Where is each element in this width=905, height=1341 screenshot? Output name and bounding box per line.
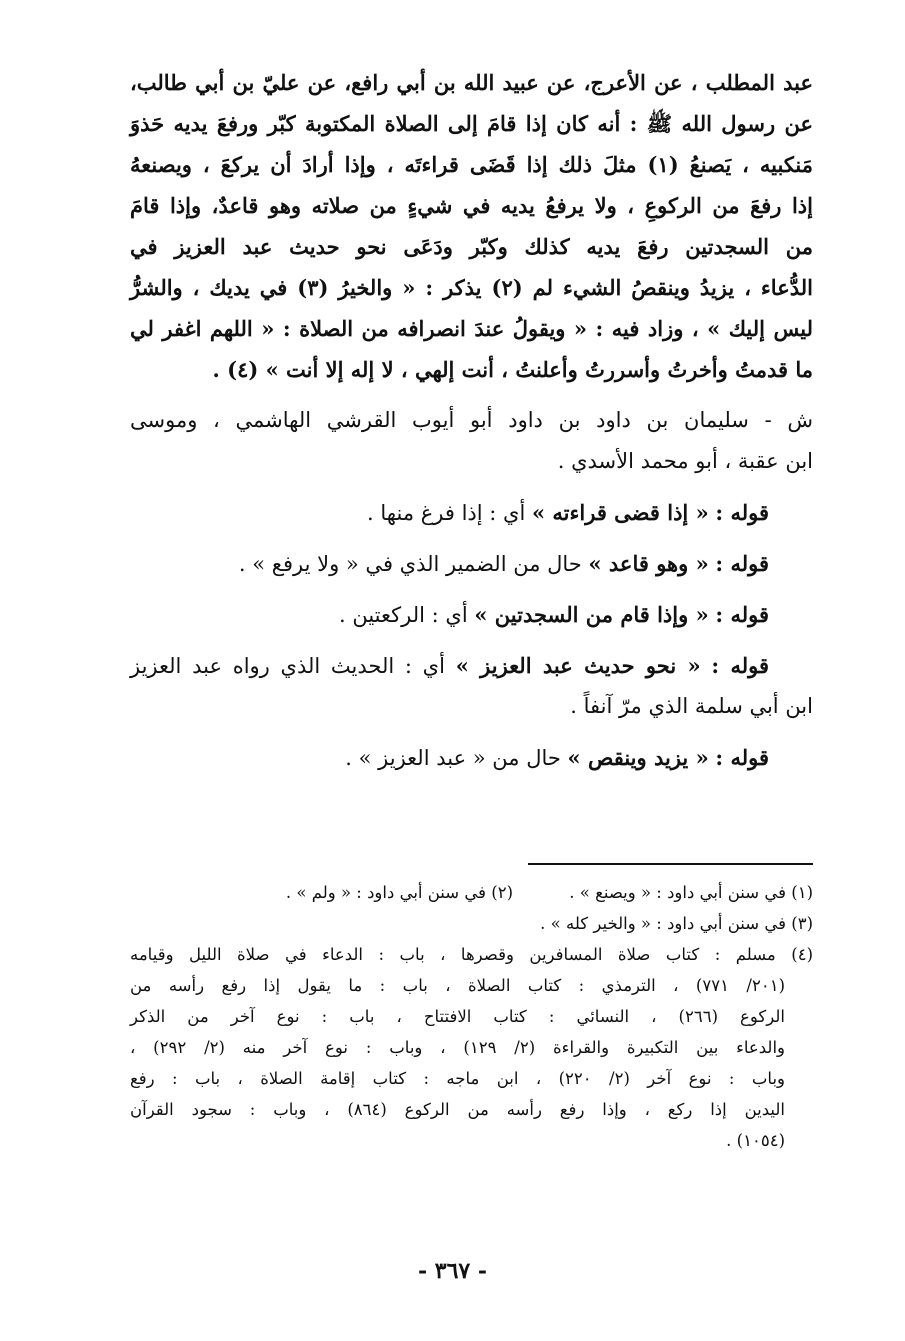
footnote-4-line: اليدين إذا ركع ، وإذا رفع رأسه من الركوع (٨٦٤) ، وباب : سجود القرآن (130, 1100, 785, 1119)
hadith-line: ما قدمتُ وأخرتُ وأسررتُ وأعلنتُ ، أنت إلهي ، لا إله إلا أنت » (٤) . (212, 357, 813, 382)
qawl-explanation: حال من « عبد العزيز » . (345, 746, 561, 770)
qawl-continuation: ابن أبي سلمة الذي مرّ آنفاً . (570, 694, 813, 718)
footnote-4-line: (١٠٥٤) . (726, 1131, 785, 1150)
hadith-line: ليس إليك » ، وزاد فيه : « ويقولُ عندَ انصرافه من الصلاة : « اللهم اغفر لي (130, 316, 813, 341)
qawl-label: قوله : (715, 500, 769, 525)
qawl-quote: « يزيد وينقص » (567, 745, 709, 770)
footnote-1: (١) في سنن أبي داود : « ويصنع » . (569, 883, 813, 902)
hadith-line: إذا رفعَ من الركوعِ ، ولا يرفعُ يديه في شيءٍ من صلاته وهو قاعدٌ، وإذا قامَ (130, 193, 813, 218)
hadith-line: عبد المطلب ، عن الأعرج، عن عبيد الله بن أبي رافع، عن عليّ بن أبي طالب، (130, 70, 813, 95)
footnote-2: (٢) في سنن أبي داود : « ولم » . (285, 883, 513, 902)
qawl-line (130, 645, 813, 686)
page-number: - ٣٦٧ - (417, 1258, 488, 1284)
hadith-line: مَنكبيه ، يَصنعُ (١) مثلَ ذلك إذا قَضَى قراءتَه ، وإذا أرادَ أن يركعَ ، ويصنعهُ (130, 152, 813, 177)
qawl-quote: « وإذا قام من السجدتين » (474, 602, 709, 627)
footnotes (130, 877, 813, 1156)
footnote-row (130, 877, 813, 908)
qawl-explanation: أي : الحديث الذي رواه عبد العزيز (130, 654, 445, 678)
qawl-explanation: أي : إذا فرغ منها . (367, 501, 526, 525)
commentary-line: ش - سليمان بن داود بن داود أبو أيوب القرشي الهاشمي ، وموسى (130, 408, 813, 432)
footnote-3: (٣) في سنن أبي داود : « والخير كله » . (540, 914, 813, 933)
footnote-separator (528, 863, 813, 865)
qawl-label: قوله : (715, 602, 769, 627)
footnote-4-line: (٤) مسلم : كتاب صلاة المسافرين وقصرها ، باب : الدعاء في صلاة الليل وقيامه (130, 945, 813, 964)
footnote-4-line: (٢٠١/ ٧٧١) ، الترمذي : كتاب الصلاة ، باب : ما يقول إذا رفع رأسه من (130, 976, 785, 995)
qawl-label: قوله : (715, 745, 769, 770)
footnote-4-line: الركوع (٢٦٦) ، النسائي : كتاب الافتتاح ، باب : نوع آخر من الذكر (130, 1007, 786, 1026)
qawl-line (130, 543, 813, 584)
qawl-quote: « نحو حديث عبد العزيز » (455, 653, 701, 678)
qawl-explanation: حال من الضمير الذي في « ولا يرفع » . (238, 552, 582, 576)
hadith-line: من السجدتين رفعَ يديه كذلك وكبّر ودَعَى نحو حديث عبد العزيز في (130, 234, 813, 259)
footnote-4-line: وباب : نوع آخر (٢/ ٢٢٠) ، ابن ماجه : كتاب إقامة الصلاة ، باب : رفع (130, 1069, 786, 1088)
hadith-line: عن رسول الله ﷺ : أنه كان إذا قامَ إلى الصلاة المكتوبة كبّر ورفعَ يديه حَذوَ (130, 111, 814, 136)
main-text (130, 62, 813, 778)
qawl-quote: « وهو قاعد » (588, 551, 709, 576)
commentary-line: ابن عقبة ، أبو محمد الأسدي . (557, 449, 813, 473)
qawl-line (130, 737, 813, 778)
qawl-line (130, 594, 813, 635)
qawl-explanation: أي : الركعتين . (339, 603, 468, 627)
qawl-line (130, 492, 813, 533)
footnote-4-line: والدعاء بين التكبيرة والقراءة (٢/ ١٢٩) ، وباب : نوع آخر منه (٢/ ٢٩٢) ، (130, 1038, 786, 1057)
hadith-line: الدُّعاء ، يزيدُ وينقصُ الشيء لم (٢) يذكر : « والخيرُ (٣) في يديك ، والشرُّ (130, 275, 813, 300)
qawl-label: قوله : (715, 551, 769, 576)
qawl-label: قوله : (711, 653, 770, 678)
qawl-quote: « إذا قضى قراءته » (531, 500, 709, 525)
